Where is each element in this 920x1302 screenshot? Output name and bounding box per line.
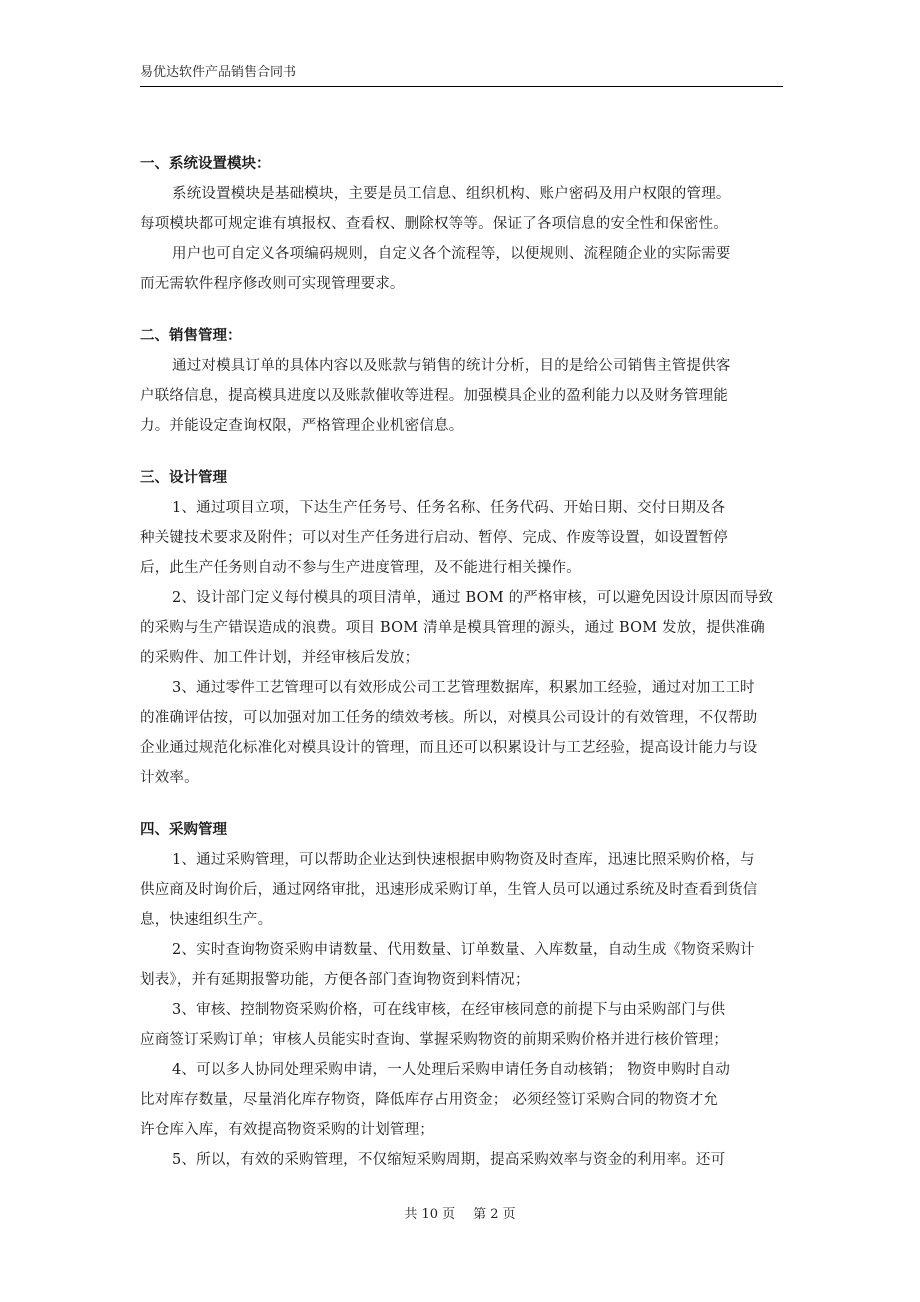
page-footer: [0, 1205, 920, 1225]
text-line: 1、通过项目立项，下达生产任务号、任务名称、任务代码、开始日期、交付日期及各: [172, 500, 726, 516]
text-line: 2、实时查询物资采购申请数量、代用数量、订单数量、入库数量，自动生成《物资采购计: [172, 942, 755, 958]
paragraph: [140, 935, 786, 995]
text-line: 供应商及时询价后，通过网络审批，迅速形成采购订单，生管人员可以通过系统及时查看到货信: [140, 882, 758, 898]
text-line: 力。并能设定查询权限，严格管理企业机密信息。: [140, 418, 464, 434]
section-sales-management: [140, 321, 786, 441]
paragraph: [140, 1145, 786, 1175]
text-line: 系统设置模块是基础模块，主要是员工信息、组织机构、账户密码及用户权限的管理。: [172, 186, 731, 202]
text-line: 的准确评估按，可以加强对加工任务的绩效考核。所以，对模具公司设计的有效管理，不仅帮助: [140, 710, 758, 726]
section-heading: 三、设计管理: [140, 470, 227, 486]
section-system-settings: [140, 149, 786, 299]
text-line: 的采购与生产错误造成的浪费。项目 BOM 清单是模具管理的源头，通过 BOM 发放，提供准确: [140, 620, 765, 636]
text-line: 而无需软件程序修改则可实现管理要求。: [140, 276, 405, 292]
document-body: [140, 149, 786, 1175]
text-line: 户联络信息，提高模具进度以及账款催收等进程。加强模具企业的盈利能力以及财务管理能: [140, 388, 728, 404]
text-line: 后，此生产任务则自动不参与生产进度管理，及不能进行相关操作。: [140, 560, 581, 576]
text-line: 应商签订采购订单；审核人员能实时查询、掌握采购物资的前期采购价格并进行核价管理；: [140, 1032, 728, 1048]
paragraph: [140, 583, 786, 673]
text-line: 种关键技术要求及附件；可以对生产任务进行启动、暂停、完成、作废等设置，如设置暂停: [140, 530, 728, 546]
text-line: 2、设计部门定义每付模具的项目清单，通过 BOM 的严格审核，可以避免因设计原因而导致: [172, 590, 774, 606]
text-line: 3、通过零件工艺管理可以有效形成公司工艺管理数据库，积累加工经验，通过对加工工时: [172, 680, 755, 696]
paragraph: [140, 995, 786, 1055]
section-heading: 一、系统设置模块：: [140, 156, 271, 172]
paragraph: [140, 239, 786, 299]
text-line: 比对库存数量，尽量消化库存物资，降低库存占用资金； 必须经签订采购合同的物资才允: [140, 1092, 719, 1108]
page-header: [140, 64, 783, 87]
section-design-management: [140, 463, 786, 793]
text-line: 计效率。: [140, 770, 199, 786]
text-line: 企业通过规范化标准化对模具设计的管理，而且还可以积累设计与工艺经验，提高设计能力与设: [140, 740, 758, 756]
text-line: 5、所以，有效的采购管理，不仅缩短采购周期，提高采购效率与资金的利用率。还可: [172, 1152, 726, 1168]
text-line: 许仓库入库，有效提高物资采购的计划管理；: [140, 1122, 434, 1138]
section-heading: 二、销售管理：: [140, 328, 242, 344]
text-line: 息，快速组织生产。: [140, 912, 273, 928]
paragraph: [140, 845, 786, 935]
text-line: 1、通过采购管理，可以帮助企业达到快速根据申购物资及时查库，迅速比照采购价格，与: [172, 852, 755, 868]
section-purchasing-management: [140, 815, 786, 1175]
text-line: 每项模块都可规定谁有填报权、查看权、删除权等等。保证了各项信息的安全性和保密性。: [140, 216, 728, 232]
text-line: 用户也可自定义各项编码规则，自定义各个流程等，以便规则、流程随企业的实际需要: [172, 246, 731, 262]
text-line: 通过对模具订单的具体内容以及账款与销售的统计分析，目的是给公司销售主管提供客: [172, 358, 731, 374]
text-line: 3、审核、控制物资采购价格，可在线审核，在经审核同意的前提下与由采购部门与供: [172, 1002, 726, 1018]
text-line: 划表》，并有延期报警功能，方便各部门查询物资到料情况；: [140, 972, 530, 988]
paragraph: [140, 351, 786, 441]
current-page: 第 2 页: [473, 1207, 516, 1222]
paragraph: [140, 1055, 786, 1145]
paragraph: [140, 673, 786, 793]
total-pages: 共 10 页: [404, 1207, 456, 1222]
document-title: 易优达软件产品销售合同书: [140, 65, 297, 80]
text-line: 4、可以多人协同处理采购申请，一人处理后采购申请任务自动核销； 物资申购时自动: [172, 1062, 731, 1078]
section-heading: 四、采购管理: [140, 822, 227, 838]
paragraph: [140, 493, 786, 583]
text-line: 的采购件、加工件计划，并经审核后发放；: [140, 650, 420, 666]
paragraph: [140, 179, 786, 239]
